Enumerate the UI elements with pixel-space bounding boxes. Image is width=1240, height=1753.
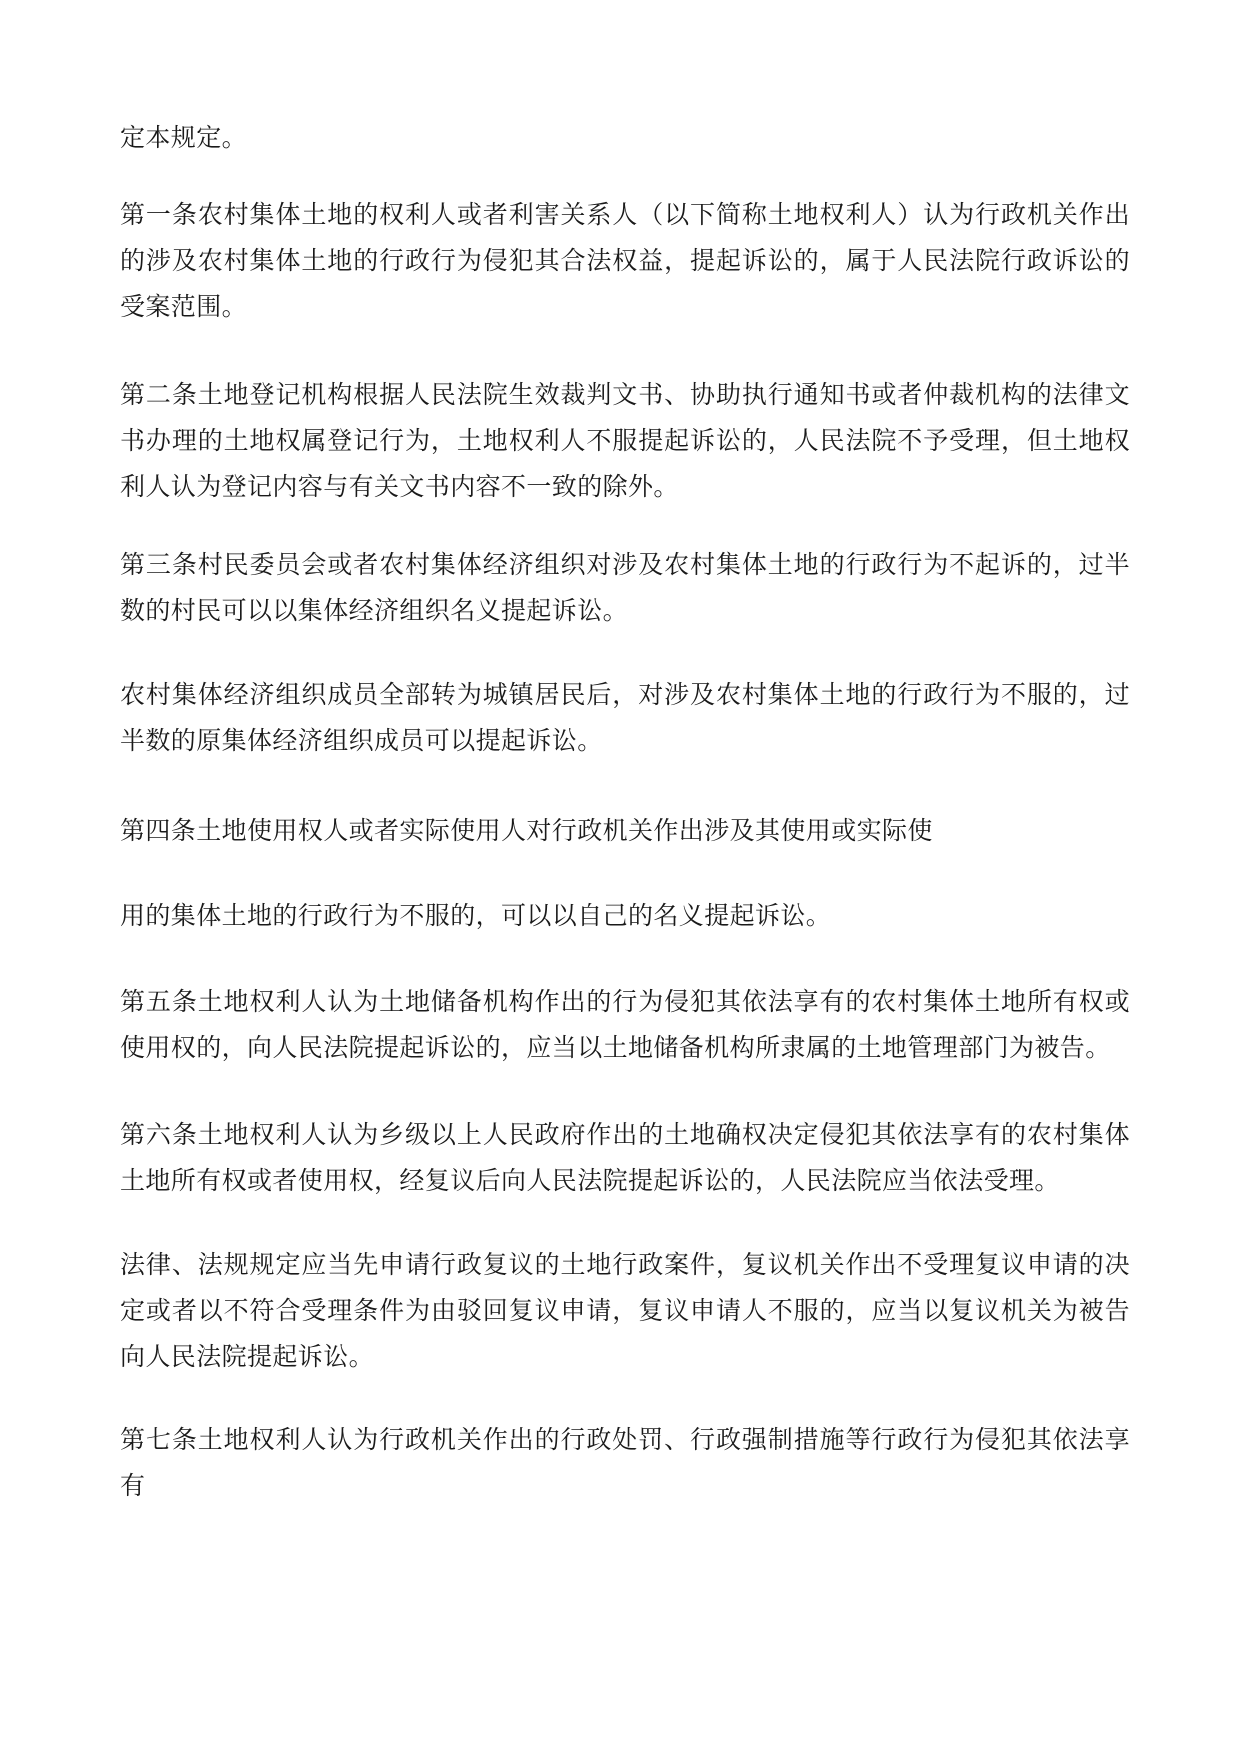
paragraph-article-4: 第四条土地使用权人或者实际使用人对行政机关作出涉及其使用或实际使 bbox=[120, 816, 933, 845]
paragraph-article-2: 第二条土地登记机构根据人民法院生效裁判文书、协助执行通知书或者仲裁机构的法律文书办理的土地权属登记行为，土地权利人不服提起诉讼的，人民法院不予受理，但土地权利人认为登记内容与有关文书内容不一致的除外。 bbox=[120, 380, 1130, 501]
paragraph-article-6-part-2: 法律、法规规定应当先申请行政复议的土地行政案件，复议机关作出不受理复议申请的决定或者以不符合受理条件为由驳回复议申请，复议申请人不服的，应当以复议机关为被告向人民法院提起诉讼。 bbox=[120, 1250, 1130, 1371]
paragraph-article-5: 第五条土地权利人认为土地储备机构作出的行为侵犯其依法享有的农村集体土地所有权或使用权的，向人民法院提起诉讼的，应当以土地储备机构所隶属的土地管理部门为被告。 bbox=[120, 987, 1130, 1062]
paragraph-intro-end: 定本规定。 bbox=[120, 123, 248, 152]
paragraph-article-1: 第一条农村集体土地的权利人或者利害关系人（以下简称土地权利人）认为行政机关作出的涉及农村集体土地的行政行为侵犯其合法权益，提起诉讼的，属于人民法院行政诉讼的受案范围。 bbox=[120, 200, 1130, 321]
paragraph-article-3-part-2: 农村集体经济组织成员全部转为城镇居民后，对涉及农村集体土地的行政行为不服的，过半数的原集体经济组织成员可以提起诉讼。 bbox=[120, 680, 1130, 755]
paragraph-article-3: 第三条村民委员会或者农村集体经济组织对涉及农村集体土地的行政行为不起诉的，过半数的村民可以以集体经济组织名义提起诉讼。 bbox=[120, 550, 1130, 625]
paragraph-article-4-continued: 用的集体土地的行政行为不服的，可以以自己的名义提起诉讼。 bbox=[120, 901, 832, 930]
paragraph-article-6: 第六条土地权利人认为乡级以上人民政府作出的土地确权决定侵犯其依法享有的农村集体土地所有权或者使用权，经复议后向人民法院提起诉讼的，人民法院应当依法受理。 bbox=[120, 1120, 1130, 1195]
paragraph-article-7: 第七条土地权利人认为行政机关作出的行政处罚、行政强制措施等行政行为侵犯其依法享有 bbox=[120, 1425, 1130, 1500]
